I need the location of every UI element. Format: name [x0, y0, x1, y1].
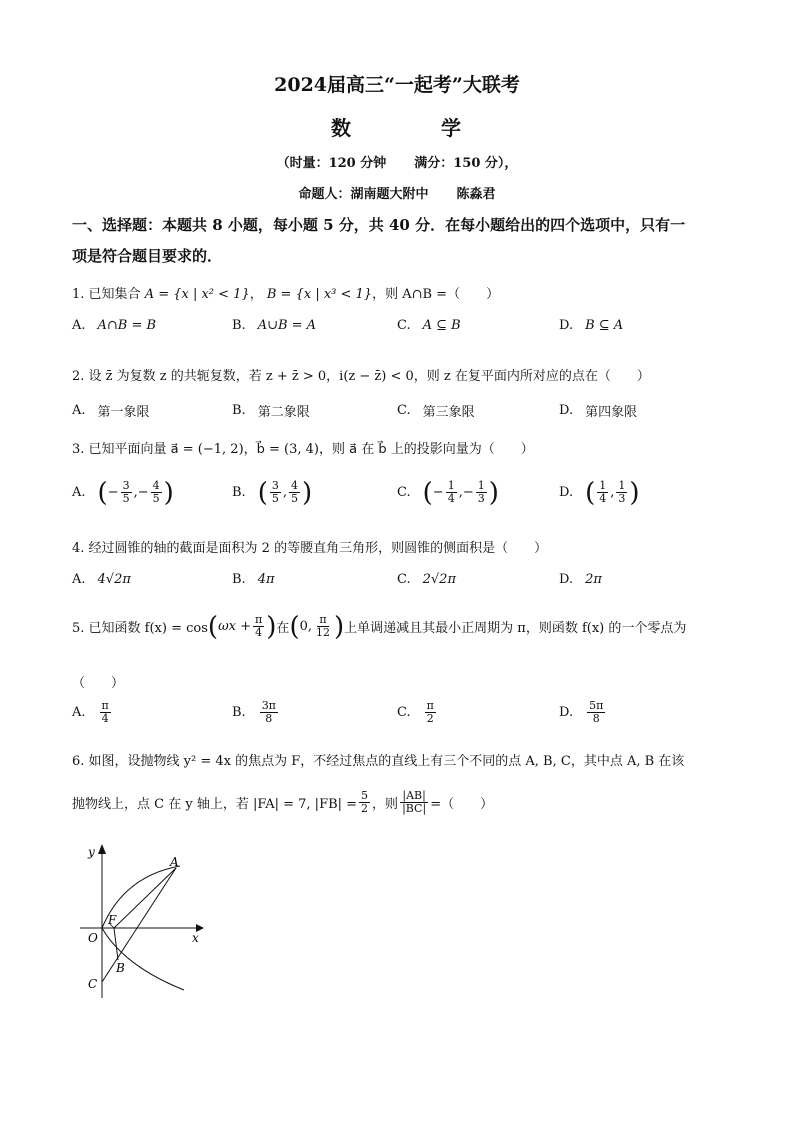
- option-c[interactable]: C. 2√2π: [397, 572, 456, 587]
- section-heading: [72, 210, 722, 272]
- question-5-stem: 5. 已知函数 f(x) = cos ( ωx + $\frac{\pi}{4}$ ) 在 ( 0, $\frac{\pi}{12}$ ) 上单调递减且其最小正周期为 π，则函数 f(x) 的一个零点为: [72, 611, 687, 642]
- option-d[interactable]: D. 2π: [559, 572, 602, 587]
- question-4-options: [72, 572, 722, 594]
- question-3-stem: 3. 已知平面向量 a⃗ = (−1, 2)，b⃗ = (3, 4)，则 a⃗ 在 b⃗ 上的投影向量为（ ）: [72, 442, 534, 457]
- exam-author: [0, 183, 794, 202]
- question-4-stem: 4. 经过圆锥的轴的截面是面积为 2 的等腰直角三角形，则圆锥的侧面积是（ ）: [72, 541, 548, 556]
- section-heading-line2: 项是符合题目要求的．: [72, 247, 223, 265]
- option-c[interactable]: C. A ⊆ B: [397, 318, 461, 333]
- question-1-options: [72, 318, 722, 340]
- label-c: C: [88, 977, 98, 991]
- parabola-figure: [72, 840, 212, 1000]
- segment-fb: [114, 928, 118, 960]
- option-a[interactable]: A. 4√2π: [72, 572, 131, 587]
- set-b: B = {x | x³ < 1}: [266, 287, 373, 302]
- option-a[interactable]: A. 第一象限: [72, 403, 150, 420]
- question-6-stem-line2: 抛物线上，点 C 在 y 轴上，若 |FA| = 7, |FB| = $\frac{5}{2}$ ，则 $\frac{|AB|}{|BC|}$ =（ ）: [72, 789, 494, 815]
- section-heading-line1: 一、选择题：本题共 8 小题，每小题 5 分，共 40 分．在每小题给出的四个选项中，只有一: [72, 216, 686, 234]
- label-o: O: [88, 931, 98, 945]
- option-d[interactable]: D. 第四象限: [559, 403, 638, 420]
- exam-time-score: [0, 152, 794, 171]
- question-3-options: [72, 477, 722, 516]
- option-d[interactable]: D. $\frac{5\pi}{8}$: [559, 699, 604, 725]
- option-d[interactable]: D. B ⊆ A: [559, 318, 624, 333]
- question-2-options: [72, 401, 722, 423]
- option-b[interactable]: B. ( $\frac{3}{5}$ , $\frac{4}{5}$ ): [232, 477, 313, 508]
- subject-char-1: 数: [331, 116, 354, 140]
- question-6-stem-line1: 6. 如图，设抛物线 y² = 4x 的焦点为 F，不经过焦点的直线上有三个不同的点 A, B, C，其中点 A, B 在该: [72, 754, 685, 769]
- option-b[interactable]: B. 第二象限: [232, 403, 310, 420]
- question-1-stem: 1. 已知集合 A = {x | x² < 1}， B = {x | x³ < 1}，则 A∩B =（ ）: [72, 287, 500, 302]
- option-c[interactable]: C. ( − $\frac{1}{4}$ , − $\frac{1}{3}$ ): [397, 477, 499, 508]
- option-a[interactable]: A. ( − $\frac{3}{5}$ , − $\frac{4}{5}$ ): [72, 477, 174, 508]
- option-b[interactable]: B. $\frac{3\pi}{8}$: [232, 699, 276, 725]
- time-info: （时量：120 分钟: [276, 156, 387, 171]
- exam-title: 2024届高三“一起考”大联考: [274, 74, 520, 96]
- author-label: 命题人：湖南题大附中: [298, 187, 429, 202]
- option-c[interactable]: C. $\frac{\pi}{2}$: [397, 699, 434, 725]
- label-a: A: [170, 855, 179, 869]
- label-f: F: [108, 913, 117, 927]
- option-b[interactable]: B. A∪B = A: [232, 318, 317, 333]
- y-axis-arrow: [98, 844, 106, 854]
- option-a[interactable]: A. A∩B = B: [72, 318, 157, 333]
- question-5-stem-line2: （ ）: [72, 676, 125, 691]
- label-b: B: [116, 961, 125, 975]
- option-b[interactable]: B. 4π: [232, 572, 275, 587]
- subject-heading: [0, 112, 794, 141]
- author-name: 陈淼君: [456, 187, 496, 202]
- option-a[interactable]: A. $\frac{\pi}{4}$: [72, 699, 109, 725]
- set-a: A = {x | x² < 1}: [144, 287, 250, 302]
- option-c[interactable]: C. 第三象限: [397, 403, 475, 420]
- segment-fa: [114, 868, 176, 928]
- question-2-stem: 2. 设 z̄ 为复数 z 的共轭复数，若 z + z̄ > 0，i(z − z̄) < 0，则 z 在复平面内所对应的点在（ ）: [72, 369, 650, 384]
- label-y: y: [88, 845, 95, 859]
- score-info: 满分：150 分），: [414, 156, 518, 171]
- option-d[interactable]: D. ( $\frac{1}{4}$ , $\frac{1}{3}$ ): [559, 477, 640, 508]
- question-5-options: [72, 700, 722, 736]
- label-x: x: [192, 931, 199, 945]
- subject-char-2: 学: [440, 116, 463, 140]
